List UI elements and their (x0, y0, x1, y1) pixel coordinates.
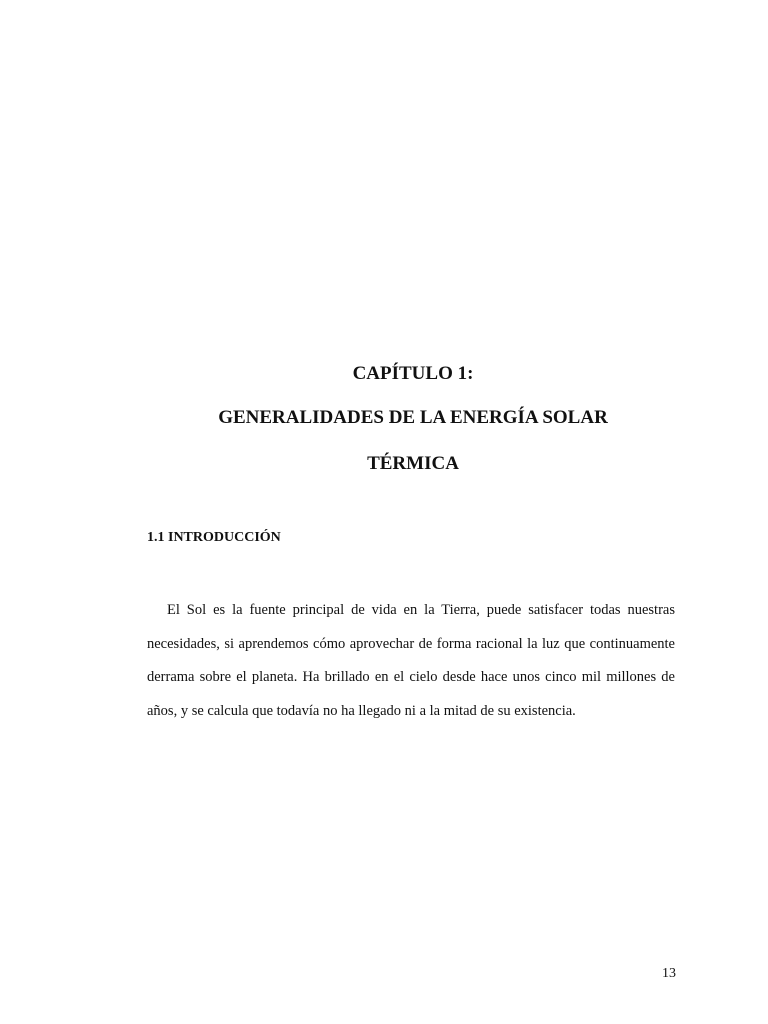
chapter-number: CAPÍTULO 1: (352, 363, 474, 384)
page-number: 13 (662, 966, 676, 981)
section-heading: 1.1 INTRODUCCIÓN (147, 530, 281, 545)
chapter-title-line-2: TÉRMICA (367, 453, 459, 474)
chapter-title-line-1: GENERALIDADES DE LA ENERGÍA SOLAR (218, 407, 608, 428)
body-paragraph: El Sol es la fuente principal de vida en la Tierra, puede satisfacer todas nuestras necesidades, si aprendemos cómo aprovechar de forma racional la luz que continuamente derrama sobre el planeta. Ha brillado en el cielo desde hace unos cinco mil millones de años, y se calcula que todavía no ha llegado ni a la mitad de su existencia. (147, 602, 675, 719)
